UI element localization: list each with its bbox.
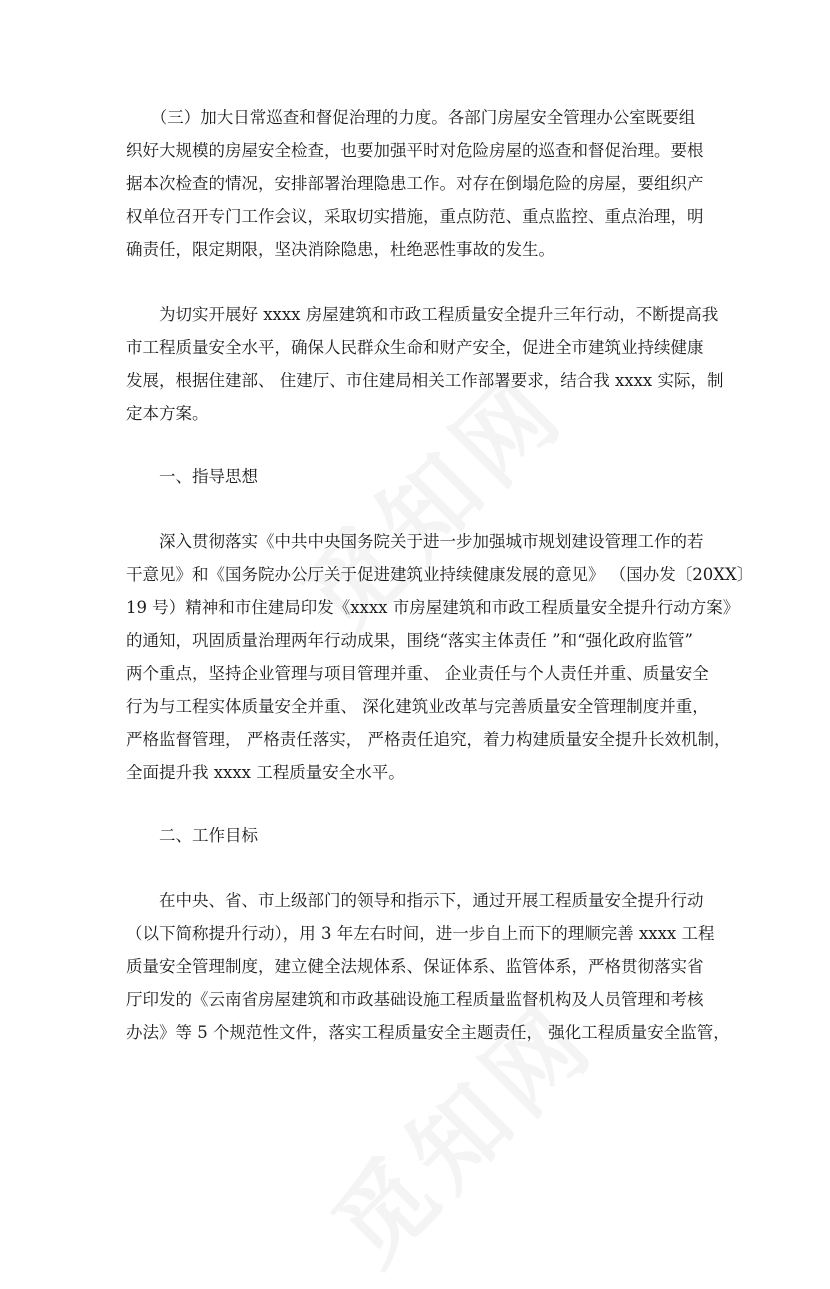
paragraph-line: 市工程质量安全水平，确保人民群众生命和财产安全，促进全市建筑业持续健康 (126, 338, 704, 357)
watermark (298, 968, 620, 1289)
section-heading: 二、工作目标 (126, 826, 258, 845)
paragraph-line: 为切实开展好 xxxx 房屋建筑和市政工程质量安全提升三年行动，不断提高我 (126, 305, 719, 324)
paragraph-line: 严格监督管理， 严格责任落实， 严格责任追究，着力构建质量安全提升长效机制， (126, 730, 731, 749)
paragraph-line: 据本次检查的情况，安排部署治理隐患工作。对存在倒塌危险的房屋，要组织产 (126, 174, 704, 193)
paragraph-line: 在中央、省、市上级部门的领导和指示下，通过开展工程质量安全提升行动 (126, 891, 704, 910)
paragraph-line: （三）加大日常巡查和督促治理的力度。各部门房屋安全管理办公室既要组 (126, 108, 696, 127)
paragraph-line: 织好大规模的房屋安全检查，也要加强平时对危险房屋的巡查和督促治理。要根 (126, 141, 704, 160)
paragraph-line: 质量安全管理制度，建立健全法规体系、保证体系、监管体系，严格贯彻落实省 (126, 957, 704, 976)
paragraph-line: 两个重点，坚持企业管理与项目管理并重、 企业责任与个人责任并重、质量安全 (126, 664, 709, 683)
paragraph-line: 深入贯彻落实《中共中央国务院关于进一步加强城市规划建设管理工作的若 (126, 532, 704, 551)
paragraph-line: 办法》等 5 个规范性文件，落实工程质量安全主题责任， 强化工程质量安全监管， (126, 1023, 730, 1042)
paragraph-line: 权单位召开专门工作会议，采取切实措施，重点防范、重点监控、重点治理，明 (126, 207, 704, 226)
paragraph-line: 定本方案。 (126, 404, 209, 423)
section-heading: 一、指导思想 (126, 467, 258, 486)
paragraph-line: 发展，根据住建部、 住建厅、市住建局相关工作部署要求，结合我 xxxx 实际，制 (126, 371, 724, 390)
paragraph-line: 厅印发的《云南省房屋建筑和市政基础设施工程质量监督机构及人员管理和考核 (126, 990, 704, 1009)
paragraph-line: 的通知，巩固质量治理两年行动成果，围绕“落实主体责任 ”和“强化政府监管” (126, 631, 693, 650)
paragraph-line: 19 号）精神和市住建局印发《xxxx 市房屋建筑和市政工程质量安全提升行动方案》 (126, 598, 740, 617)
paragraph-line: 确责任，限定期限，坚决消除隐患，杜绝恶性事故的发生。 (126, 240, 555, 259)
paragraph-line: （以下简称提升行动），用 3 年左右时间，进一步自上而下的理顺完善 xxxx 工程 (126, 924, 715, 943)
paragraph-line: 全面提升我 xxxx 工程质量安全水平。 (126, 763, 405, 782)
paragraph-line: 行为与工程实体质量安全并重、 深化建筑业改革与完善质量安全管理制度并重， (126, 697, 709, 716)
paragraph-line: 干意见》和《国务院办公厅关于促进建筑业持续健康发展的意见》 （国办发〔20XX〕 (126, 565, 754, 584)
